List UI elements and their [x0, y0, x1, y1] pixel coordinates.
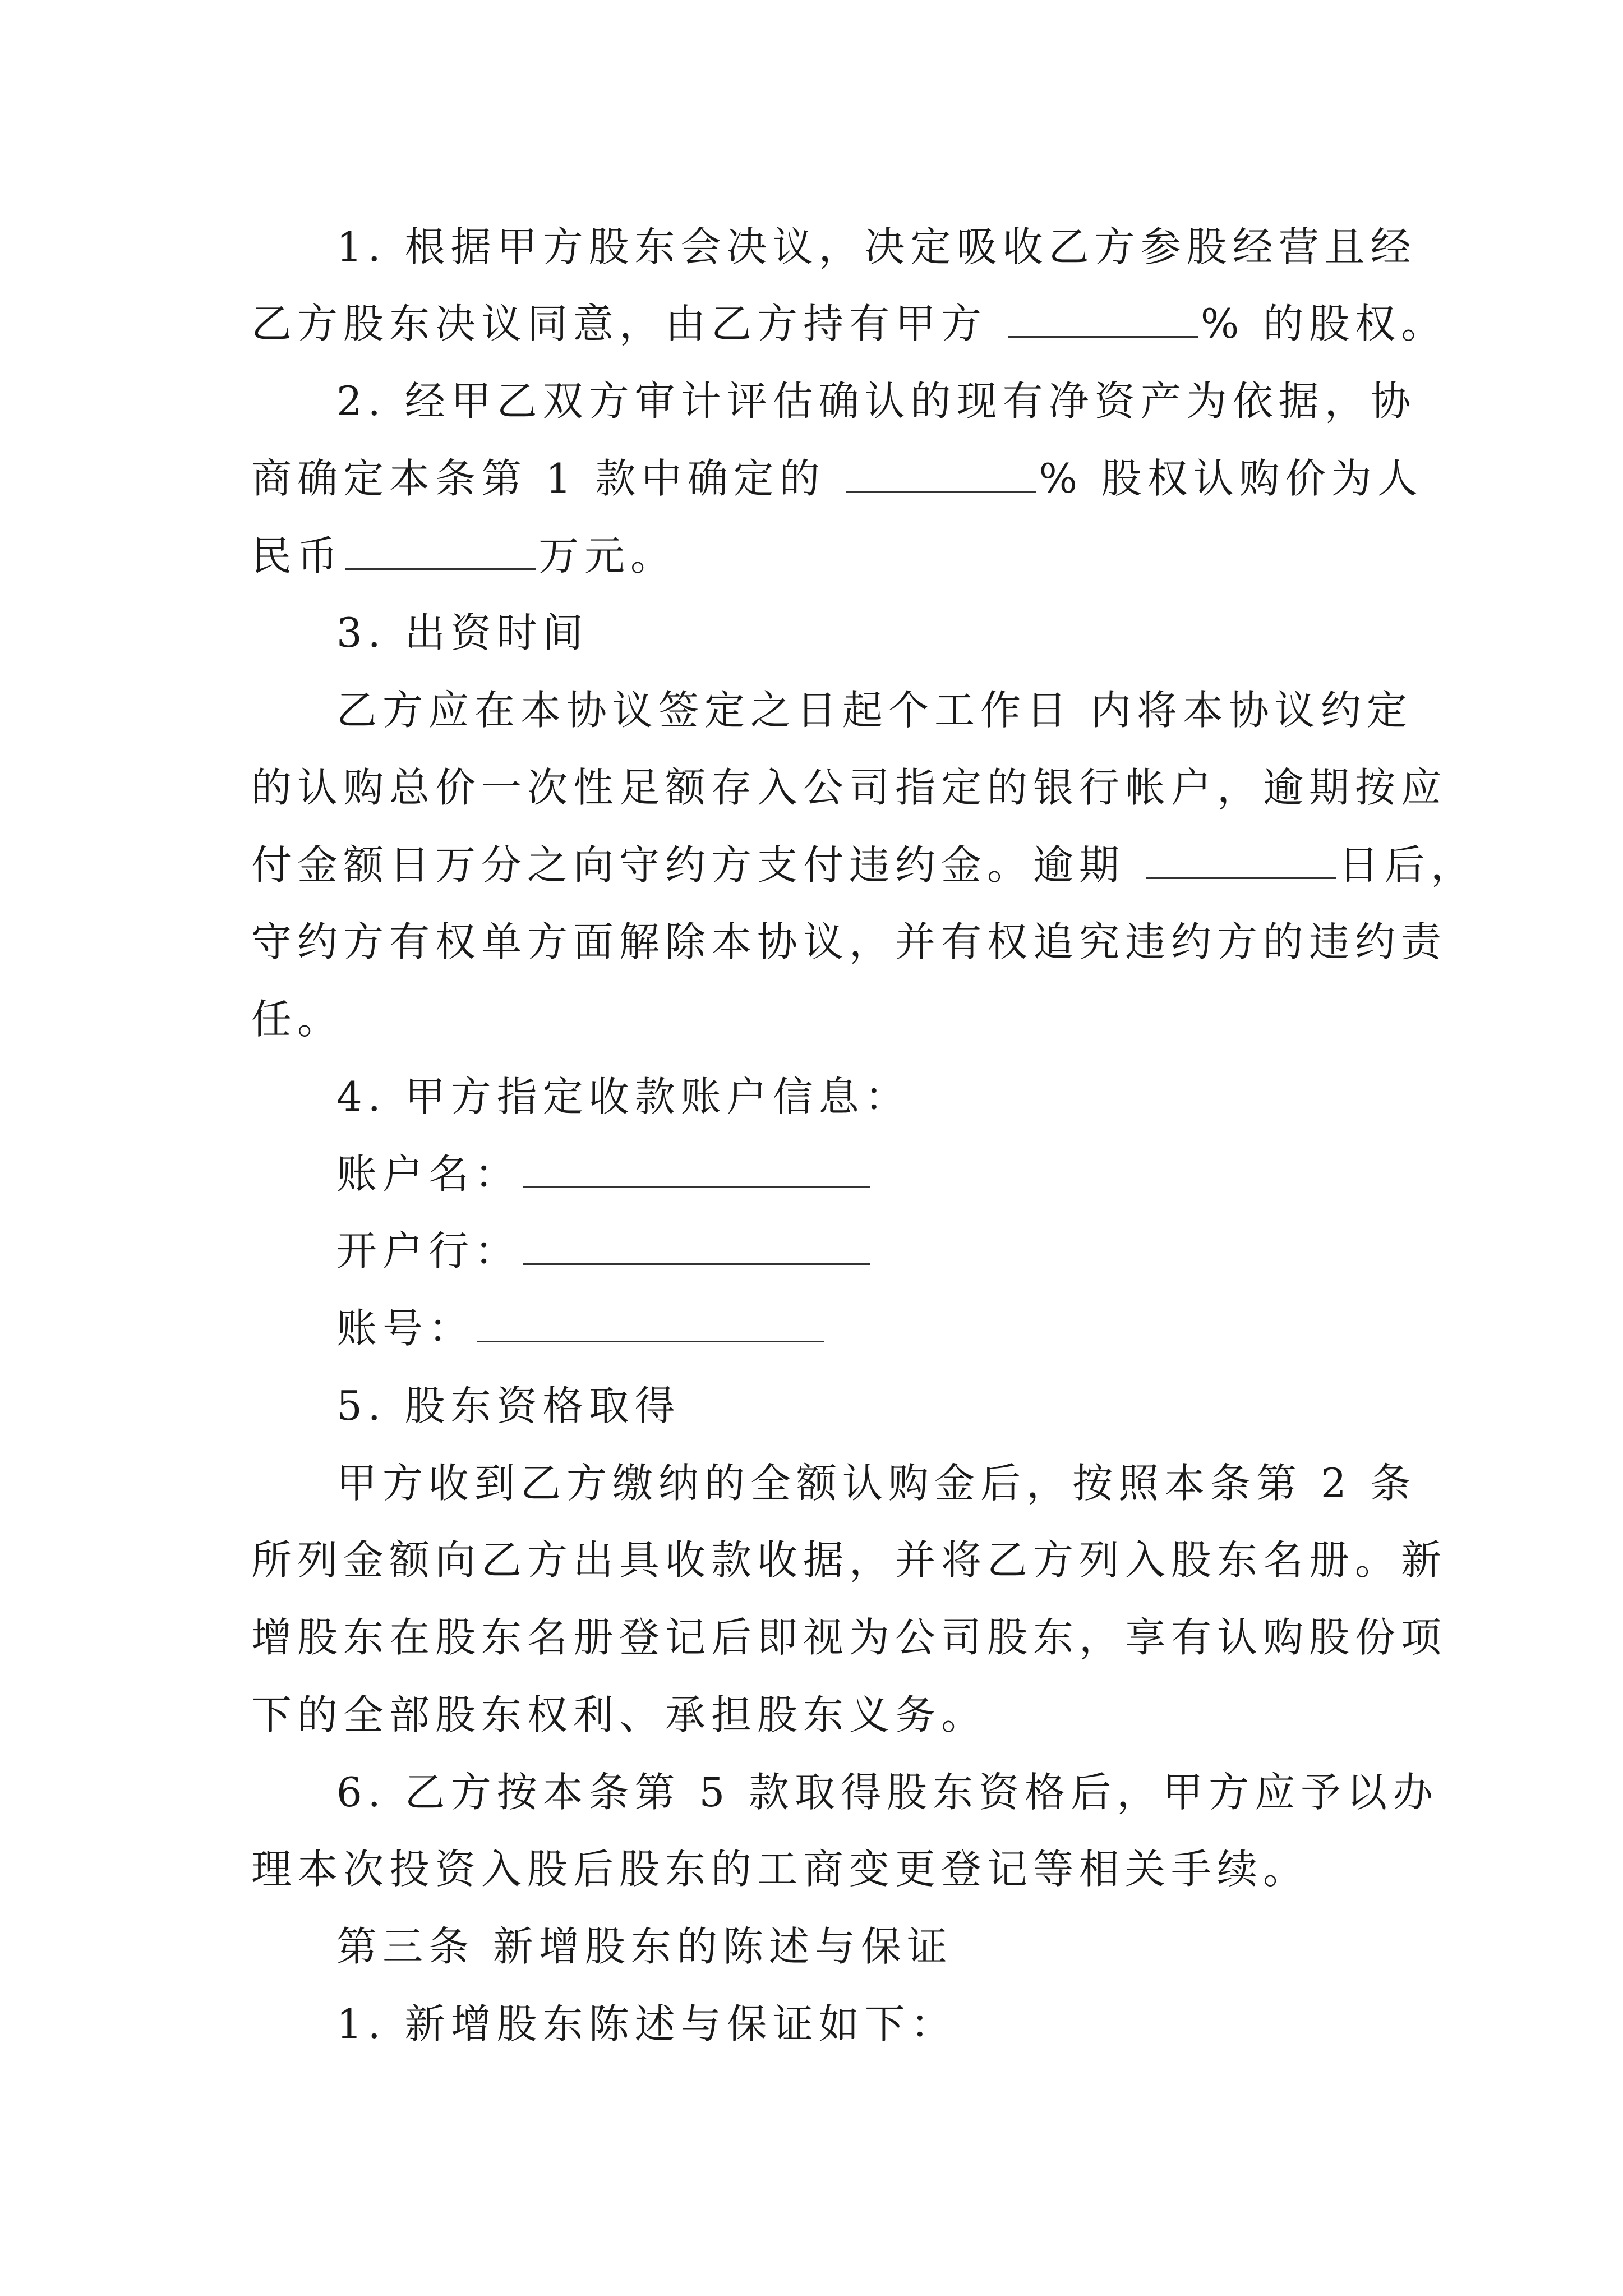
text: 民币: [251, 532, 344, 579]
clause-5-line-2: [251, 1529, 1447, 1591]
clause-3-line-5: [251, 988, 343, 1050]
clause-5-line-1: [336, 1452, 1417, 1514]
text: 日后，: [1338, 841, 1477, 889]
fill-in-blank: [345, 532, 536, 570]
article-3-heading: [336, 1916, 953, 1977]
clause-5-heading: [336, 1375, 681, 1437]
clause-6-line-2: [251, 1838, 1309, 1900]
account-number-line: [336, 1297, 827, 1359]
text: 6. 乙方按本条第 5 款取得股东资格后，甲方应予以办: [336, 1769, 1439, 1816]
text: 开户行：: [336, 1227, 521, 1274]
text: 的认购总价一次性足额存入公司指定的银行帐户，逾期按应: [251, 764, 1447, 811]
clause-1-line-1: [336, 216, 1417, 278]
clause-3-line-3: [251, 834, 1477, 896]
fill-in-blank: [1008, 300, 1198, 338]
text: 增股东在股东名册登记后即视为公司股东，享有认购股份项: [251, 1614, 1447, 1661]
text: 第三条 新增股东的陈述与保证: [336, 1923, 953, 1970]
text: 1. 根据甲方股东会决议，决定吸收乙方参股经营且经: [336, 223, 1417, 270]
clause-2-line-3: [251, 525, 676, 587]
bank-blank: [523, 1227, 870, 1265]
text: 乙方股东决议同意，由乙方持有甲方: [251, 300, 1006, 347]
text: % 的股权。: [1200, 300, 1447, 347]
text: 任。: [251, 996, 344, 1043]
text: 2. 经甲乙双方审计评估确认的现有净资产为依据，协: [336, 378, 1417, 425]
clause-3-line-2: [251, 757, 1447, 818]
text: 下的全部股东权利、承担股东义务。: [251, 1691, 988, 1738]
text: 1. 新增股东陈述与保证如下：: [336, 2000, 957, 2047]
account-name-line: [336, 1143, 873, 1205]
clause-5-line-4: [251, 1684, 987, 1746]
text: % 股权认购价为人: [1039, 455, 1423, 502]
text: 理本次投资入股后股东的工商变更登记等相关手续。: [251, 1846, 1310, 1893]
clause-3-line-4: [251, 911, 1447, 973]
clause-4-heading: [336, 1066, 911, 1128]
clause-3-line-1: [336, 679, 1413, 741]
fill-in-blank: [1146, 841, 1336, 879]
text: 账号：: [336, 1305, 475, 1352]
account-name-blank: [523, 1151, 870, 1188]
text: 所列金额向乙方出具收款收据，并将乙方列入股东名册。新: [251, 1536, 1447, 1584]
text: 商确定本条第 1 款中确定的: [251, 455, 844, 502]
bank-line: [336, 1220, 873, 1282]
text: 甲方收到乙方缴纳的全额认购金后，按照本条第 2 条: [336, 1460, 1417, 1507]
text: 4. 甲方指定收款账户信息：: [336, 1073, 911, 1120]
clause-6-line-1: [336, 1761, 1438, 1823]
clause-2-line-1: [336, 370, 1417, 432]
clause-3-heading: [336, 602, 589, 664]
article-3-clause-1: [336, 1993, 957, 2055]
text: 账户名：: [336, 1151, 521, 1198]
fill-in-blank: [846, 455, 1036, 493]
account-number-blank: [477, 1305, 824, 1342]
text: 5. 股东资格取得: [336, 1382, 681, 1429]
clause-5-line-3: [251, 1607, 1447, 1668]
text: 付金额日万分之向守约方支付违约金。逾期: [251, 841, 1144, 889]
text: 守约方有权单方面解除本协议，并有权追究违约方的违约责: [251, 918, 1447, 965]
text: 万元。: [538, 532, 677, 579]
clause-1-line-2: [251, 293, 1447, 355]
clause-2-line-2: [251, 448, 1423, 509]
text: 3. 出资时间: [336, 609, 589, 656]
text: 乙方应在本协议签定之日起个工作日 内将本协议约定: [336, 687, 1413, 734]
